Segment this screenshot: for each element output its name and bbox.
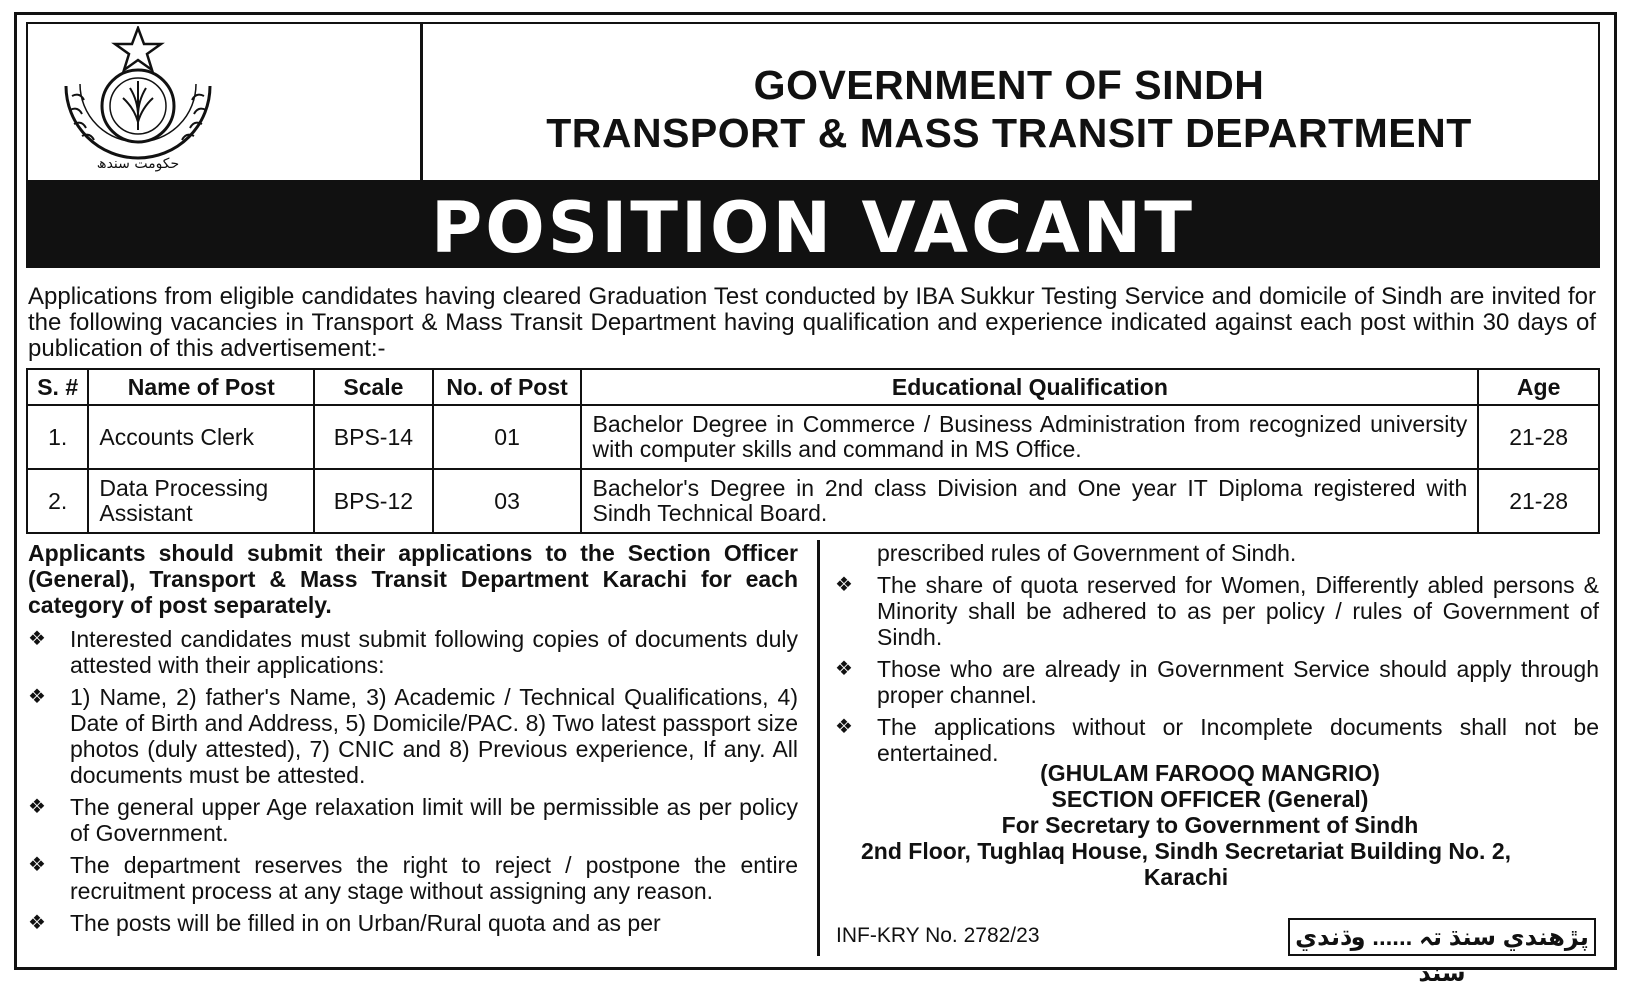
list-item xyxy=(28,684,798,788)
cell-age: 21-28 xyxy=(1478,405,1599,469)
diamond-bullet-icon: ❖ xyxy=(835,716,853,738)
header-age: Age xyxy=(1478,369,1599,405)
bullet-text: The applications without or Incomplete documents shall not be entertained. xyxy=(877,714,1599,766)
list-item xyxy=(835,656,1599,708)
bullet-text: 1) Name, 2) father's Name, 3) Academic / Technical Qualifications, 4) Date of Birth and Address, 5) Domicile/PAC. 8) Two latest passport size photos (duly attested), 7) CNIC and 8) Previous experience, If any. All documents must be attested. xyxy=(70,684,798,788)
table-header-row xyxy=(27,369,1599,405)
list-item xyxy=(28,910,798,936)
position-vacant-banner xyxy=(26,182,1600,268)
sindh-slogan-stamp: پڙهندي سنڌ تہ ...... وڌندي سنڌ xyxy=(1288,918,1596,956)
cell-age: 21-28 xyxy=(1478,469,1599,533)
instructions-right xyxy=(835,540,1599,772)
table-row xyxy=(27,469,1599,533)
bullet-text: The department reserves the right to reject / postpone the entire recruitment process at any stage without assigning any reason. xyxy=(70,852,798,904)
reference-number: INF-KRY No. 2782/23 xyxy=(836,924,1040,947)
intro-paragraph: Applications from eligible candidates having cleared Graduation Test conducted by IBA Sukkur Testing Service and domicile of Sindh are invited for the following vacancies in Transport & Mass Transit Department having qualification and experience indicated against each post within 30 days of publication of this advertisement:- xyxy=(28,283,1596,362)
bullet-text: The share of quota reserved for Women, Differently abled persons & Minority shall be adhered to as per policy / rules of Government of Sindh. xyxy=(877,572,1599,650)
cell-post: Data Processing Assistant xyxy=(88,469,314,533)
cell-post: Accounts Clerk xyxy=(88,405,314,469)
diamond-bullet-icon: ❖ xyxy=(28,628,46,650)
cell-sn: 1. xyxy=(27,405,88,469)
cell-count: 01 xyxy=(433,405,582,469)
list-item xyxy=(28,794,798,846)
signatory-for-line: For Secretary to Government of Sindh xyxy=(1001,812,1419,838)
cell-qualification: Bachelor Degree in Commerce / Business Administration from recognized university with computer skills and command in MS Office. xyxy=(581,405,1478,469)
office-city: Karachi xyxy=(1143,864,1229,890)
cell-count: 03 xyxy=(433,469,582,533)
bullet-text: The general upper Age relaxation limit will be permissible as per policy of Government. xyxy=(70,794,798,846)
cell-qualification: Bachelor's Degree in 2nd class Division and One year IT Diploma registered with Sindh Technical Board. xyxy=(581,469,1478,533)
logo-box xyxy=(28,24,423,180)
diamond-bullet-icon: ❖ xyxy=(28,854,46,876)
header xyxy=(26,22,1600,182)
emblem-text: حکومت سندھ xyxy=(96,156,180,172)
header-post: Name of Post xyxy=(88,369,314,405)
bullet-text: Interested candidates must submit following copies of documents duly attested with their applications: xyxy=(70,626,798,678)
diamond-bullet-icon: ❖ xyxy=(28,912,46,934)
list-item xyxy=(28,626,798,678)
government-title: GOVERNMENT OF SINDH xyxy=(753,62,1265,108)
diamond-bullet-icon: ❖ xyxy=(835,658,853,680)
signatory-designation: SECTION OFFICER (General) xyxy=(1051,786,1369,812)
submission-lead: Applicants should submit their applications to the Section Officer (General), Transport & Mass Transit Department Karachi for each category of post separately. xyxy=(28,540,798,618)
diamond-bullet-icon: ❖ xyxy=(28,686,46,708)
instructions-left xyxy=(28,540,798,942)
header-count: No. of Post xyxy=(433,369,582,405)
header-qualification: Educational Qualification xyxy=(581,369,1478,405)
table-row xyxy=(27,405,1599,469)
diamond-bullet-icon: ❖ xyxy=(28,796,46,818)
banner-text: POSITION VACANT xyxy=(430,187,1195,269)
list-item xyxy=(835,572,1599,650)
header-sn: S. # xyxy=(27,369,88,405)
diamond-bullet-icon: ❖ xyxy=(835,574,853,596)
vacancy-table xyxy=(26,368,1600,534)
list-item xyxy=(835,714,1599,766)
sindh-government-emblem-icon xyxy=(38,26,238,176)
column-divider xyxy=(817,540,820,956)
department-title: TRANSPORT & MASS TRANSIT DEPARTMENT xyxy=(546,110,1472,156)
cell-sn: 2. xyxy=(27,469,88,533)
bullet-text: Those who are already in Government Service should apply through proper channel. xyxy=(877,656,1599,708)
cell-scale: BPS-14 xyxy=(314,405,433,469)
list-item xyxy=(28,852,798,904)
office-address: 2nd Floor, Tughlaq House, Sindh Secretariat Building No. 2, xyxy=(860,838,1512,864)
cell-scale: BPS-12 xyxy=(314,469,433,533)
continued-text: prescribed rules of Government of Sindh. xyxy=(877,540,1297,566)
signatory-name: (GHULAM FAROOQ MANGRIO) xyxy=(1040,760,1380,786)
header-scale: Scale xyxy=(314,369,433,405)
bullet-text: The posts will be filled in on Urban/Rural quota and as per xyxy=(70,910,661,936)
